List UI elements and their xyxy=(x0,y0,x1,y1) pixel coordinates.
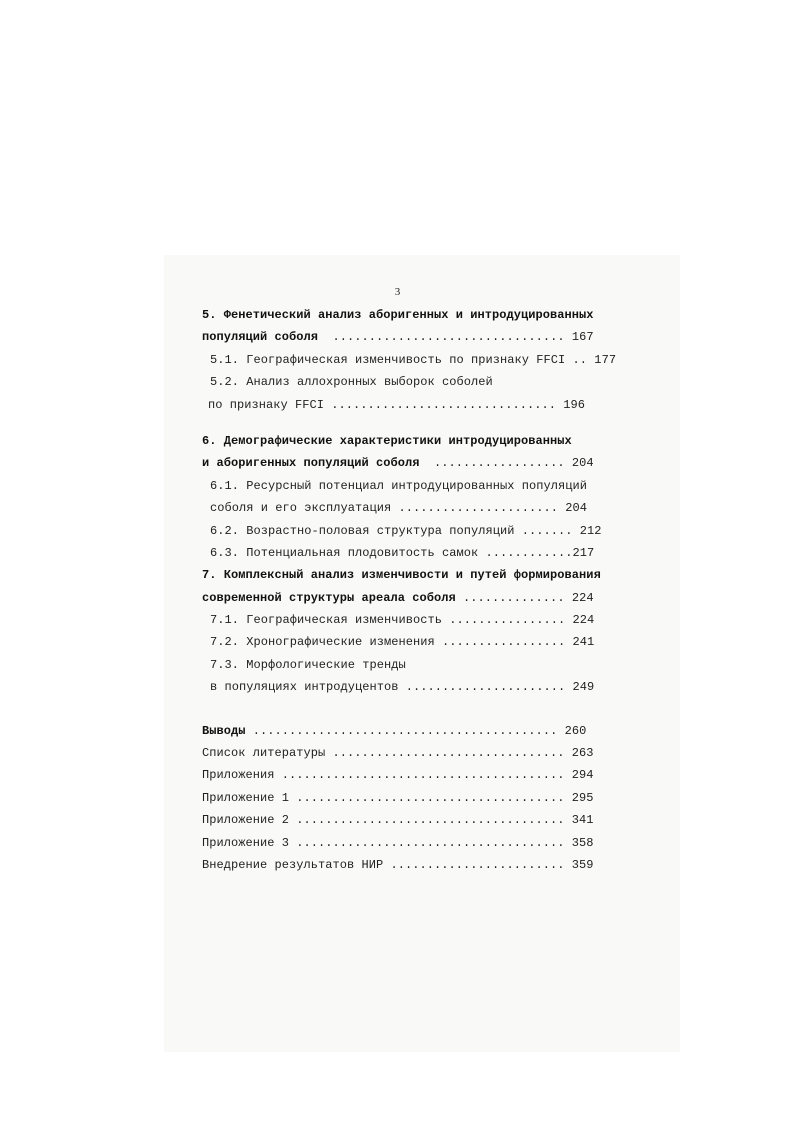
toc-section-5-2: 5.2. Анализ аллохронных выборок соболей xyxy=(210,375,493,390)
toc-page: 167 xyxy=(571,330,594,345)
toc-section-7-3-cont: в популяциях интродуцентов ...................... 249 xyxy=(210,680,595,695)
page-number: 3 xyxy=(394,286,401,298)
toc-section-6-1: 6.1. Ресурсный потенциал интродуцированных популяций xyxy=(210,478,588,493)
toc-page: 204 xyxy=(571,456,594,471)
toc-chapter-5-title: 5. Фенетический анализ аборигенных и интродуцированных xyxy=(202,308,594,322)
toc-appendices: Приложения ....................................... 294 xyxy=(202,768,594,783)
toc-chapter-6-title-cont: и аборигенных популяций соболя xyxy=(202,456,420,471)
toc-section-6-1-cont: соболя и его эксплуатация ...................... 204 xyxy=(210,501,588,516)
toc-section-5-1: 5.1. Географическая изменчивость по признаку FFCI .. 177 xyxy=(210,352,617,367)
table-of-contents xyxy=(202,304,638,876)
toc-leader: .............. xyxy=(455,590,572,605)
toc-appendix-1: Приложение 1 ..................................... 295 xyxy=(202,790,594,805)
toc-literature: Список литературы ................................ 263 xyxy=(202,746,594,761)
toc-section-5-2-cont: по признаку FFCI ............................... 196 xyxy=(208,397,586,412)
toc-conclusions xyxy=(202,720,638,742)
toc-chapter-5-entry xyxy=(202,326,638,348)
toc-chapter-6-entry xyxy=(202,452,638,474)
toc-section-7-2: 7.2. Хронографические изменения ................. 241 xyxy=(210,635,595,650)
toc-section-6-3: 6.3. Потенциальная плодовитость самок ............217 xyxy=(210,545,595,560)
toc-chapter-6-title: 6. Демографические характеристики интродуцированных xyxy=(202,433,572,448)
toc-leader: ................................ xyxy=(318,330,572,345)
toc-chapter-7-title-cont: современной структуры ареала соболя xyxy=(202,590,456,605)
toc-conclusions-title: Выводы xyxy=(202,723,246,738)
toc-chapter-5-title-cont: популяций соболя xyxy=(202,330,319,345)
toc-leader: .................. xyxy=(419,456,572,471)
toc-chapter-7-entry xyxy=(202,587,638,609)
toc-appendix-3: Приложение 3 ..................................... 358 xyxy=(202,835,594,850)
toc-section-6-2: 6.2. Возрастно-половая структура популяций ....... 212 xyxy=(210,523,602,538)
toc-chapter-7-title: 7. Комплексный анализ изменчивости и путей формирования xyxy=(202,568,601,583)
toc-leader: .......................................... 260 xyxy=(245,723,587,738)
toc-appendix-2: Приложение 2 ..................................... 341 xyxy=(202,813,594,828)
toc-section-7-1: 7.1. Географическая изменчивость ................ 224 xyxy=(210,613,595,628)
toc-implementation: Внедрение результатов НИР ........................ 359 xyxy=(202,857,594,872)
toc-section-7-3: 7.3. Морфологические тренды xyxy=(210,657,406,672)
toc-page: 224 xyxy=(571,590,594,605)
